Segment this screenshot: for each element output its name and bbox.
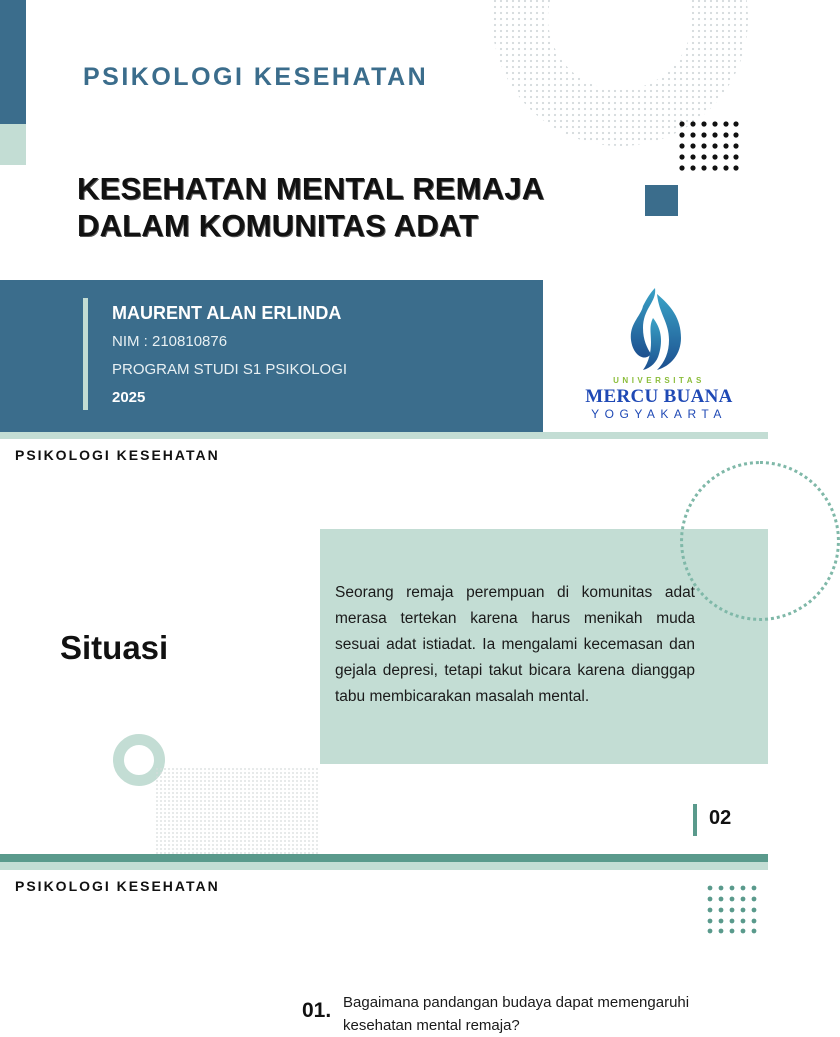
course-subject: PSIKOLOGI KESEHATAN — [15, 447, 220, 463]
question-text: Bagaimana pandangan budaya dapat memengaruhi kesehatan mental remaja? — [343, 994, 690, 1034]
slide-questions — [0, 870, 768, 1034]
dot-pattern-decoration — [155, 767, 320, 854]
accent-bar-light — [0, 124, 26, 165]
slide-situation — [0, 439, 768, 854]
course-subject: PSIKOLOGI KESEHATAN — [83, 63, 429, 91]
author-year: 2025 — [112, 389, 146, 406]
logo-universitas-text: UNIVERSITAS — [613, 376, 705, 385]
course-subject: PSIKOLOGI KESEHATAN — [15, 878, 220, 894]
situation-body-text: Seorang remaja perempuan di komunitas adat merasa tertekan karena harus menikah muda sesuai adat istiadat. Ia mengalami kecemasan dan gejala depresi, tetapi takut bicara karena dianggap tabu membicarakan masalah mental. — [335, 584, 695, 705]
slide-divider-2b — [0, 862, 768, 870]
author-nim: NIM : 210810876 — [112, 333, 228, 350]
logo-name-text: MERCU BUANA — [585, 386, 733, 407]
dot-grid-decoration — [678, 120, 740, 180]
dotted-circle-decoration — [680, 461, 840, 621]
university-logo — [585, 288, 735, 428]
title-line-2: DALAM KOMUNITAS ADAT — [77, 208, 479, 243]
situation-heading: Situasi — [60, 629, 169, 666]
author-program: PROGRAM STUDI S1 PSIKOLOGI — [112, 361, 348, 378]
logo-city-text: YOGYAKARTA — [591, 407, 727, 421]
question-number: 01. — [302, 999, 332, 1022]
accent-bar-dark — [0, 0, 26, 124]
page-number: 02 — [709, 807, 732, 829]
presentation-title — [77, 170, 544, 244]
slide-divider-2a — [0, 854, 768, 862]
title-line-1: KESEHATAN MENTAL REMAJA — [77, 171, 545, 206]
flame-emblem-icon — [585, 288, 735, 374]
square-decoration — [645, 185, 678, 216]
author-band-accent-line — [83, 298, 88, 410]
page-number-accent — [693, 804, 697, 836]
slide-divider-1 — [0, 432, 768, 439]
author-name: MAURENT ALAN ERLINDA — [112, 303, 342, 323]
dot-grid-decoration — [706, 884, 758, 934]
slide-title — [0, 0, 768, 432]
